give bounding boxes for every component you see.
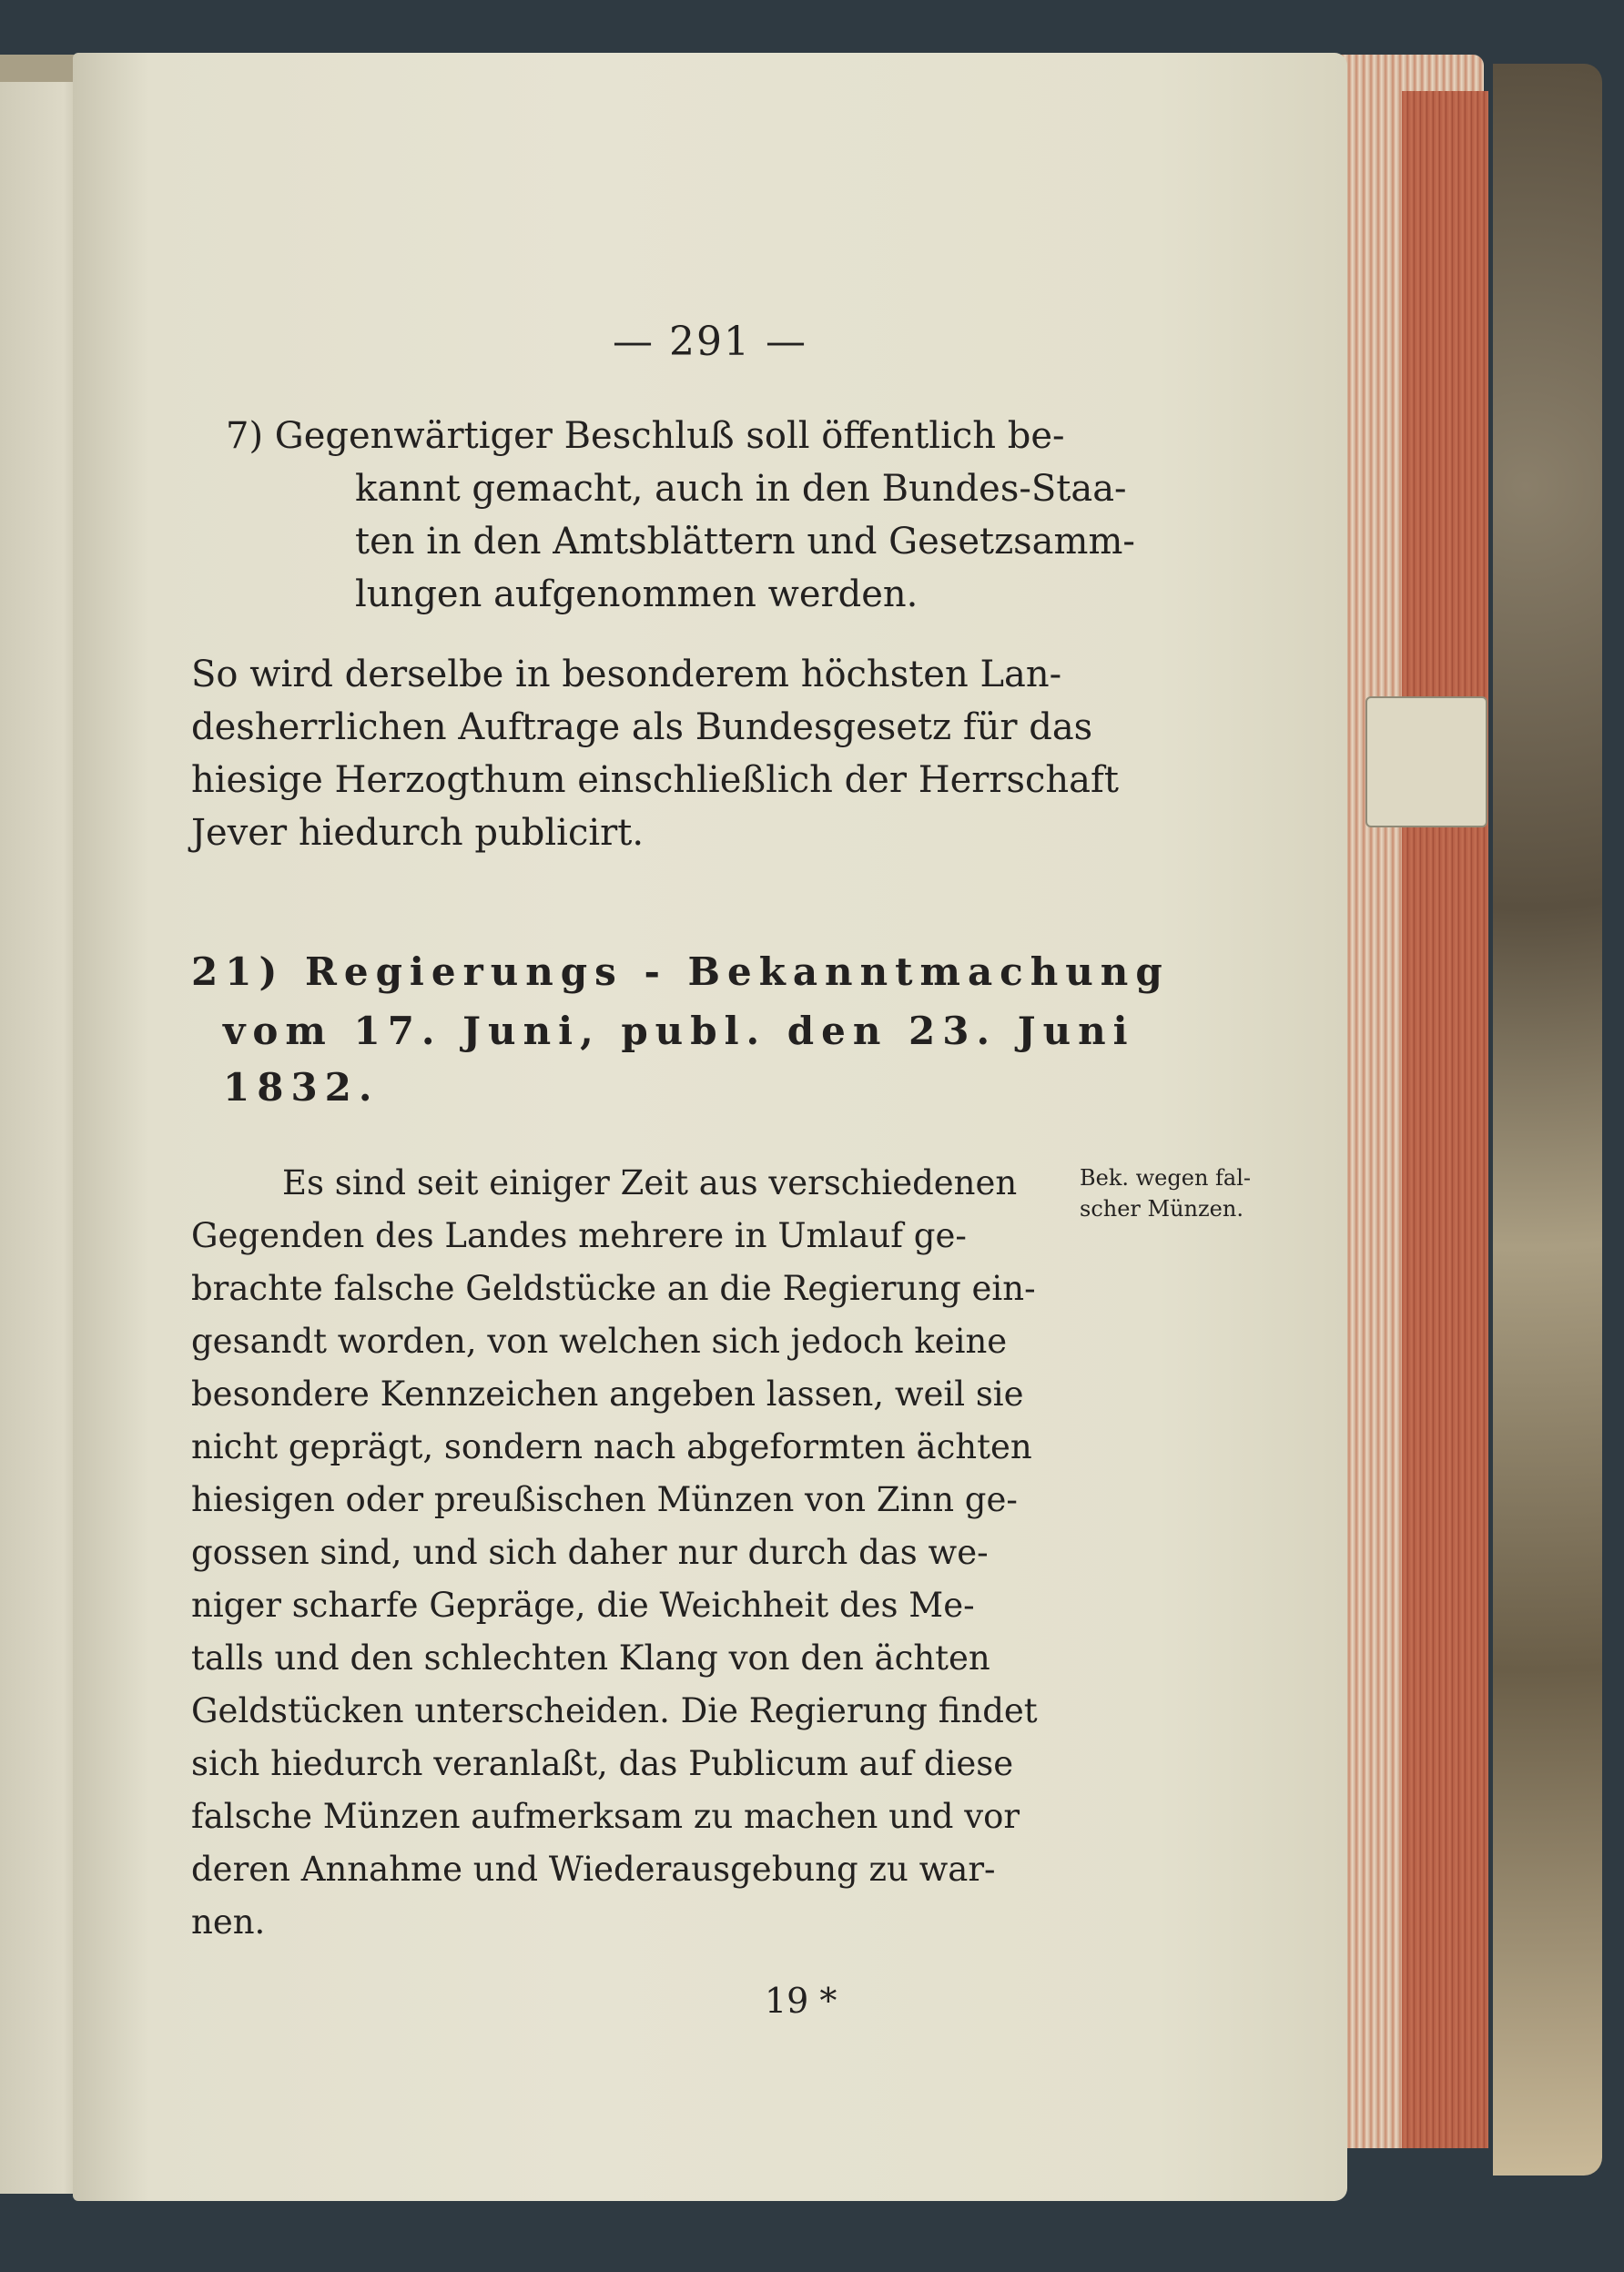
paraso-line-4: Jever hiedurch publicirt. xyxy=(191,812,645,854)
para7-line-3: ten in den Amtsblättern und Gesetzsamm- xyxy=(355,521,1135,563)
main-line-12: sich hiedurch veranlaßt, das Publicum auf diese xyxy=(191,1744,1014,1783)
marbled-cover xyxy=(1493,64,1602,2176)
main-line-13: falsche Münzen aufmerksam zu machen und vor xyxy=(191,1797,1020,1836)
para7-line-1: 7) Gegenwärtiger Beschluß soll öffentlich be- xyxy=(226,415,1065,457)
paraso-line-3: hiesige Herzogthum einschließlich der Herrschaft xyxy=(191,759,1119,801)
para7-line-4: lungen aufgenommen werden. xyxy=(355,573,919,615)
main-line-15: nen. xyxy=(191,1902,266,1942)
main-line-4: gesandt worden, von welchen sich jedoch keine xyxy=(191,1322,1008,1361)
binding-strip xyxy=(0,55,82,82)
main-line-7: hiesigen oder preußischen Münzen von Zinn ge- xyxy=(191,1480,1018,1519)
main-line-1: Es sind seit einiger Zeit aus verschiedenen xyxy=(282,1163,1018,1202)
paraso-line-1: So wird derselbe in besonderem höchsten Lan- xyxy=(191,654,1062,695)
book-page xyxy=(73,53,1347,2201)
heading21-line-2: vom 17. Juni, publ. den 23. Juni xyxy=(223,1009,1135,1053)
main-line-11: Geldstücken unterscheiden. Die Regierung findet xyxy=(191,1691,1038,1730)
para7-line-2: kannt gemacht, auch in den Bundes-Staa- xyxy=(355,468,1127,510)
main-line-5: besondere Kennzeichen angeben lassen, weil sie xyxy=(191,1374,1024,1414)
red-page-edge xyxy=(1402,91,1488,2148)
main-line-14: deren Annahme und Wiederausgebung zu war- xyxy=(191,1850,996,1889)
page-number-header: — 291 — xyxy=(613,319,807,365)
main-line-6: nicht geprägt, sondern nach abgeformten ächten xyxy=(191,1427,1032,1466)
signature-mark: 19 * xyxy=(765,1981,837,2021)
main-line-9: niger scharfe Gepräge, die Weichheit des Me- xyxy=(191,1586,975,1625)
paper-tab-marker xyxy=(1365,696,1487,827)
paraso-line-2: desherrlichen Auftrage als Bundesgesetz für das xyxy=(191,706,1093,748)
margin-note-line-2: scher Münzen. xyxy=(1080,1196,1243,1222)
main-line-8: gossen sind, und sich daher nur durch das we- xyxy=(191,1533,989,1572)
heading21-line-1: 21) Regierungs - Bekanntmachung xyxy=(191,949,1170,994)
margin-note-line-1: Bek. wegen fal- xyxy=(1080,1165,1252,1191)
main-line-2: Gegenden des Landes mehrere in Umlauf ge- xyxy=(191,1216,967,1255)
main-line-3: brachte falsche Geldstücke an die Regierung ein- xyxy=(191,1269,1036,1308)
heading21-line-3: 1832. xyxy=(223,1065,380,1110)
main-line-10: talls und den schlechten Klang von den ächten xyxy=(191,1638,990,1678)
